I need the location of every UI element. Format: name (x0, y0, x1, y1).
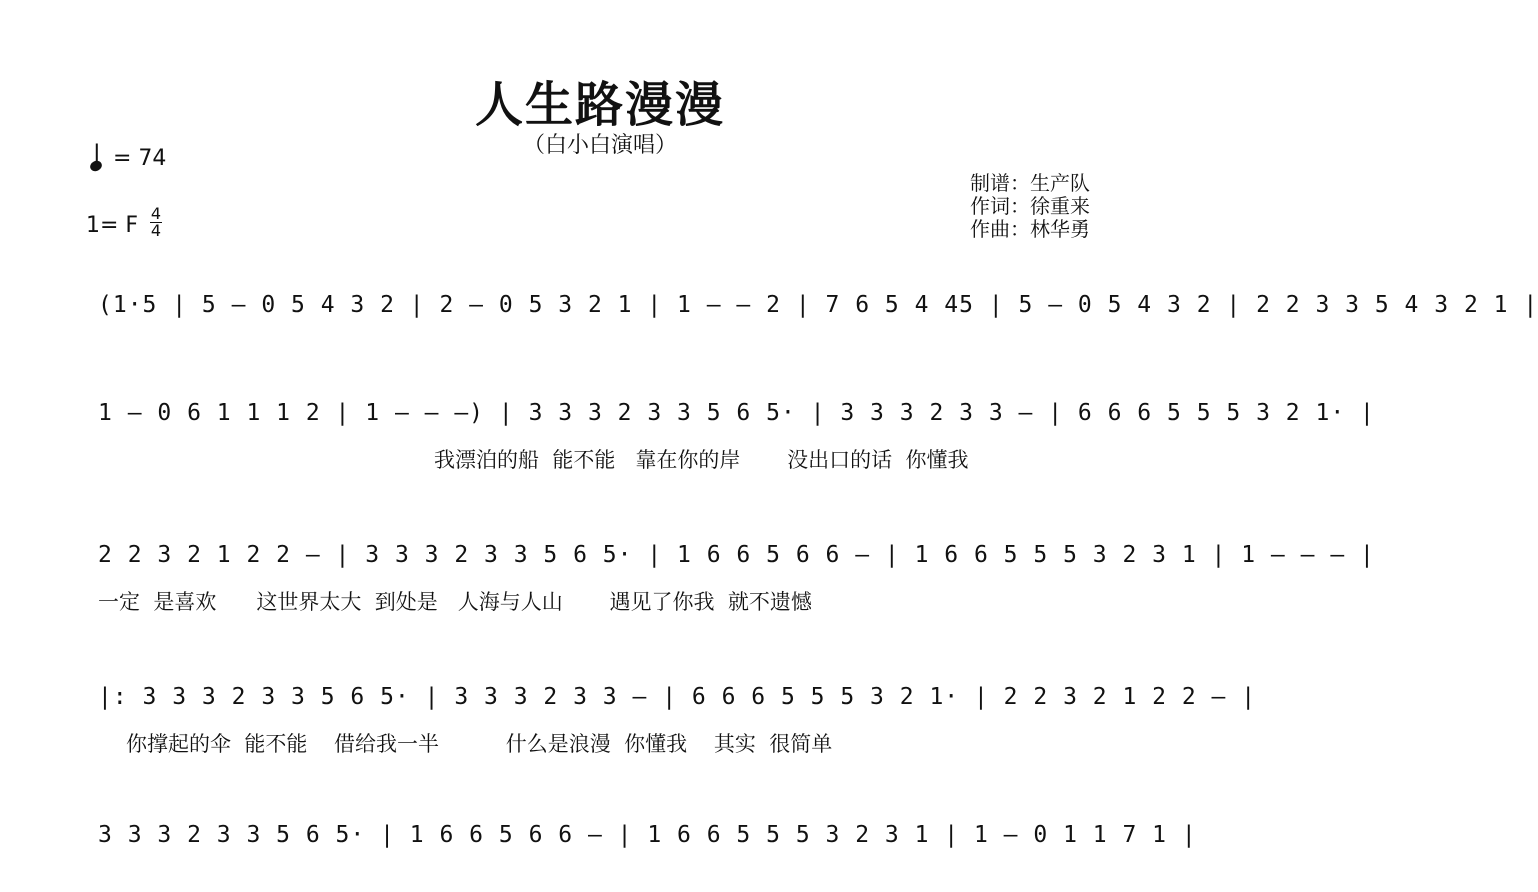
credit-composer: 作曲：林华勇 (970, 217, 1090, 241)
score-row-3 (0, 542, 1375, 614)
notes-row-2: 1 – 0 6 1 1 1 2 | 1 – – –) | 3 3 3 2 3 3 5 6 5· | 3 3 3 2 3 3 – | 6 6 6 5 5 5 3 2 1· | (98, 400, 1375, 426)
quarter-note-icon (88, 159, 103, 173)
song-title: 人生路漫漫 (474, 77, 725, 133)
credit-lyricist: 作词：徐重来 (970, 194, 1090, 218)
time-signature-top: 4 (150, 204, 162, 223)
tempo-marking (90, 146, 166, 171)
notes-row-3: 2 2 3 2 1 2 2 – | 3 3 3 2 3 3 5 6 5· | 1 6 6 5 6 6 – | 1 6 6 5 5 5 3 2 3 1 | 1 – – – | (98, 542, 1375, 568)
time-signature-bottom: 4 (150, 221, 162, 240)
score-row-1 (0, 292, 1538, 362)
key-signature: 1= F (86, 213, 139, 238)
notes-row-1: (1·5 | 5 – 0 5 4 3 2 | 2 – 0 5 3 2 1 | 1 – – 2 | 7 6 5 4 45 | 5 – 0 5 4 3 2 | 2 2 3 3 5 4 3 2 1 | (98, 292, 1538, 318)
notes-row-4: |: 3 3 3 2 3 3 5 6 5· | 3 3 3 2 3 3 – | 6 6 6 5 5 5 3 2 1· | 2 2 3 2 1 2 2 – | (98, 684, 1257, 710)
credits (970, 172, 1090, 241)
lyrics-row-2: 我漂泊的船 能不能 靠在你的岸 没出口的话 你懂我 (434, 448, 969, 472)
tempo-value: = 74 (113, 146, 167, 171)
performer-subtitle: （白小白演唱） (522, 133, 677, 158)
credit-transcriber: 制谱：生产队 (970, 171, 1090, 195)
notes-row-5: 3 3 3 2 3 3 5 6 5· | 1 6 6 5 6 6 – | 1 6 6 5 5 5 3 2 3 1 | 1 – 0 1 1 7 1 | (98, 822, 1197, 848)
score-row-4 (0, 684, 1257, 756)
lyrics-row-3: 一定 是喜欢 这世界太大 到处是 人海与人山 遇见了你我 就不遗憾 (98, 590, 812, 614)
lyrics-row-4: 你撑起的伞 能不能 借给我一半 什么是浪漫 你懂我 其实 很简单 (126, 732, 833, 756)
score-row-5 (0, 822, 1200, 892)
score-row-2 (0, 400, 1375, 472)
time-signature (150, 204, 162, 240)
